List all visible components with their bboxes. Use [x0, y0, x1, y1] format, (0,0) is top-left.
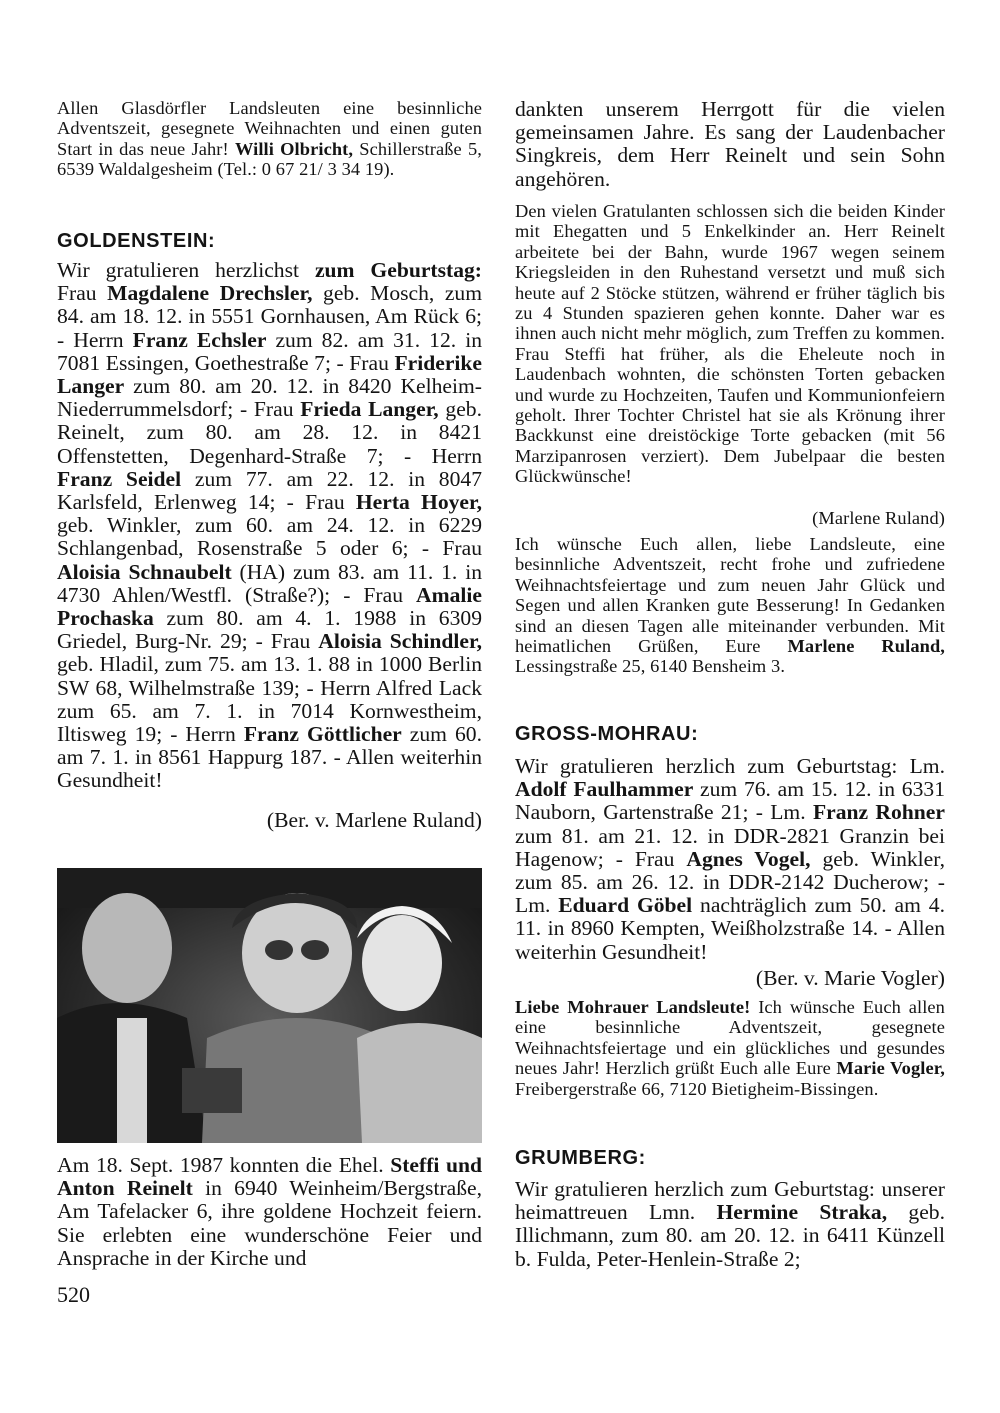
text-run: Den vielen Gratulanten schlossen sich die beiden Kinder mit Ehegatten und 5 Enkelkinder an. Herr Reinelt arbeitete bei der Bahn, wurde 1967 wegen seinem Kriegsleiden in den Ruhestand versetzt und muß sich heute auf 2 Stöcke stützen, während er früher täglich bis zu 4 Stunden spazieren gehen konnte. Daher war es ihnen auch nicht mehr möglich, zum Treffen zu kommen. Frau Steffi hat früher, als die Eheleute noch in Laudenbach wohnten, die schönsten Torten gebacken und wurde zu Hochzeiten, Taufen und Kommunionfeiern geholt. Ihrer Tochter Christel hat sie als Krönung ihrer Backkunst eine dreistöckige Torte gebacken (mit 56 Marzipanrosen verziert). Dem Jubelpaar die besten Glückwünsche!	[515, 201, 945, 487]
reinelt-credit: (Marlene Ruland)	[812, 508, 945, 528]
page-number: 520	[57, 1282, 90, 1307]
text-run: Wir gratulieren herzlich zum Geburtstag: unserer heimattreuen Lmn.	[515, 1177, 945, 1225]
text-run: Ich wünsche Euch allen, liebe Landsleute, eine besinnliche Adventszeit, recht frohe und zufriedene Weihnachtsfeiertage und zum neuen Jahr Glück und Segen und allen Kranken gute Besserung! In Gedanken sind an diesen Tagen alle miteinander verbunden. Mit heimatlichen Grüßen, Eure	[515, 534, 945, 657]
bold-name: Liebe Mohrauer Landsleute!	[515, 997, 751, 1017]
photo-image	[57, 868, 482, 1143]
reinelt-credit-line	[515, 508, 945, 528]
bold-name: Herta Hoyer,	[355, 490, 483, 515]
text-run: zum 60. am 7. 1. in 8561 Happurg 187. - Allen weiterhin Gesundheit!	[57, 722, 482, 793]
goldenstein-birthdays	[57, 259, 482, 793]
text-run: dankten unserem Herrgott für die vielen gemeinsamen Jahre. Es sang der Laudenbacher Singkreis, dem Herr Reinelt und sein Sohn angehören.	[515, 97, 945, 191]
gross-credit: (Ber. v. Marie Vogler)	[755, 966, 945, 990]
text-run: Ich wünsche Euch allen eine besinnliche Adventszeit, gesegnete Weihnachtsfeiertage und ein glückliches und gesundes neues Jahr! Herzlich grüßt Euch alle Eure	[515, 997, 945, 1079]
goldenstein-credit: (Ber. v. Marlene Ruland)	[266, 808, 482, 832]
text-run: geb. Illichmann, zum 80. am 20. 12. in 6411 Künzell b. Fulda, Peter-Henlein-Straße 2;	[515, 1200, 945, 1271]
bold-name: Magdalene Drechsler,	[107, 281, 313, 306]
text-run: Lessingstraße 25, 6140 Bensheim 3.	[515, 656, 786, 677]
bold-name: Aloisia Schindler,	[318, 629, 482, 654]
text-run: Wir gratulieren herzlichst	[57, 258, 315, 282]
grumberg-heading: GRUMBERG:	[515, 1147, 646, 1169]
text-run: geb. Winkler, zum 85. am 26. 12. in DDR-2142 Ducherow; - Lm.	[515, 846, 945, 918]
text-run: Schillerstraße 5, 6539 Waldalgesheim (Tel.: 0 67 21/ 3 34 19).	[57, 138, 483, 180]
gross-credit-line	[515, 967, 945, 991]
photo-caption	[57, 1154, 482, 1270]
gross-mohrau-birthdays	[515, 755, 945, 964]
bold-name: Amalie Prochaska	[57, 582, 482, 631]
bold-name: Marie Vogler,	[836, 1058, 945, 1079]
bold-name: zum Geburtstag:	[314, 258, 482, 282]
caption-continued	[515, 98, 945, 191]
bold-name: Adolf Faulhammer	[515, 777, 694, 802]
bold-name: Marlene Ruland,	[787, 636, 945, 657]
text-run: in 6940 Weinheim/Bergstraße, Am Tafelacker 6, ihre goldene Hochzeit feiern. Sie erlebten eine wunderschöne Feier und Ansprache in der Kirche und	[57, 1176, 482, 1270]
text-run: zum 80. am 20. 12. in 8420 Kelheim-Niederrummelsdorf; - Frau	[57, 374, 482, 422]
text-run: geb. Hladil, zum 75. am 13. 1. 88 in 1000 Berlin SW 68, Wilhelmstraße 139; - Herrn Alfred Lack zum 65. am 7. 1. in 7014 Kornwestheim, Iltisweg 19; - Herrn	[57, 652, 482, 747]
grumberg-birthdays	[515, 1178, 945, 1271]
bold-name: Franz Seidel	[57, 466, 182, 491]
reinelt-report	[515, 201, 945, 487]
goldenstein-credit-line	[57, 809, 482, 833]
bold-name: Agnes Vogel,	[686, 846, 811, 871]
text-run: zum 82. am 31. 12. in 7081 Essingen, Goethestraße 7; - Frau	[57, 327, 482, 375]
text-run: Freibergerstraße 66, 7120 Bietigheim-Bissingen.	[515, 1078, 879, 1099]
bold-name: Friderike Langer	[57, 350, 482, 399]
bold-name: Steffi und Anton Reinelt	[57, 1153, 482, 1201]
bold-name: Aloisia Schnaubelt	[57, 559, 232, 584]
text-run: nachträglich zum 50. am 4. 11. in 8960 Kempten, Weißholzstraße 14. - Allen weiterhin Gesundheit!	[515, 893, 945, 964]
text-run: Wir gratulieren herzlich zum Geburtstag: Lm.	[515, 754, 945, 778]
reinelt-photo	[57, 868, 482, 1143]
text-run: geb. Mosch, zum 84. am 18. 12. in 5551 Gornhausen, Am Rück 6; - Herrn	[57, 281, 482, 352]
text-run: Frau	[57, 281, 108, 306]
bold-name: Franz Echsler	[132, 327, 267, 352]
bold-name: Eduard Göbel	[558, 893, 693, 918]
bold-name: Frieda Langer,	[300, 397, 439, 422]
text-run: geb. Winkler, zum 60. am 24. 12. in 6229 Schlangenbad, Rosenstraße 5 oder 6; - Frau	[57, 513, 482, 561]
text-run: (HA) zum 83. am 11. 1. in 4730 Ahlen/Westfl. (Straße?); - Frau	[57, 559, 482, 607]
text-run: geb. Reinelt, zum 80. am 28. 12. in 8421 Offenstetten, Degenhard-Straße 7; - Herrn	[57, 397, 482, 468]
bold-name: Franz Rohner	[812, 800, 945, 825]
text-run: zum 80. am 4. 1. 1988 in 6309 Griedel, Burg-Nr. 29; - Frau	[57, 606, 482, 654]
gross-mohrau-heading: GROSS-MOHRAU:	[515, 723, 699, 745]
text-run: zum 76. am 15. 12. in 6331 Nauborn, Gartenstraße 21; - Lm.	[515, 777, 945, 825]
bold-name: Franz Göttlicher	[243, 722, 402, 747]
text-run: zum 77. am 22. 12. in 8047 Karlsfeld, Erlenweg 14; - Frau	[57, 466, 482, 515]
glasdorf-greeting	[57, 98, 482, 180]
text-run: zum 81. am 21. 12. in DDR-2821 Granzin bei Hagenow; - Frau	[515, 823, 945, 871]
text-run: Allen Glasdörfler Landsleuten eine besinnliche Adventszeit, gesegnete Weihnachten und einen guten Start in das neue Jahr!	[57, 98, 482, 159]
goldenstein-heading: GOLDENSTEIN:	[57, 230, 216, 252]
mohrau-greeting	[515, 997, 945, 1099]
bold-name: Willi Olbricht,	[234, 138, 354, 159]
ruland-wishes	[515, 534, 945, 677]
text-run: Am 18. Sept. 1987 konnten die Ehel.	[57, 1153, 391, 1177]
bold-name: Hermine Straka,	[716, 1200, 888, 1225]
